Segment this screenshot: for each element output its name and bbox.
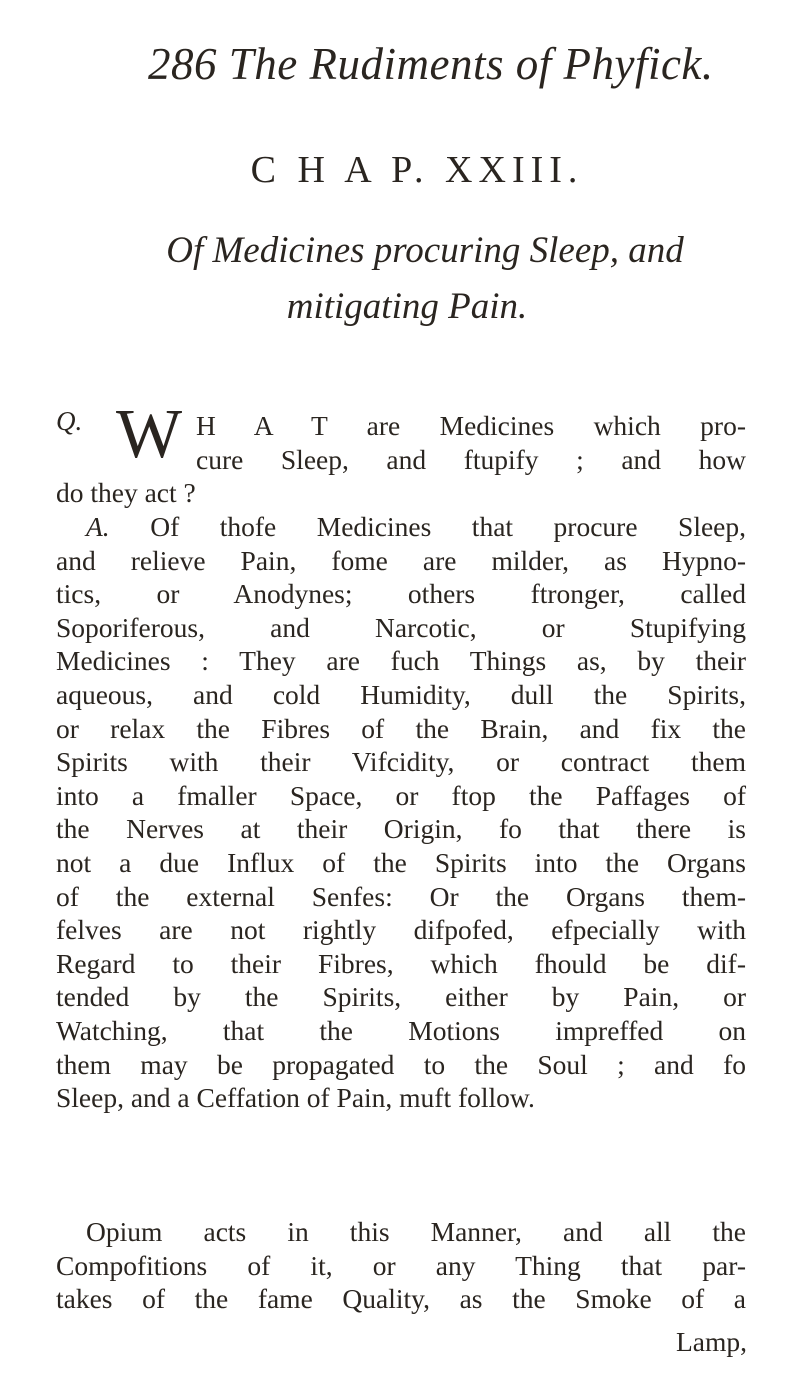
answer-line: the Nerves at their Origin, fo that there is [56,813,746,845]
answer-paragraph [56,510,746,1115]
running-head [148,38,714,90]
answer-line: Soporiferous, and Narcotic, or Stupifying [56,611,746,643]
answer-line: Medicines : They are fuch Things as, by their [56,645,746,677]
chapter-title-line-1: Of Medicines procuring Sleep, and [166,230,684,271]
answer-line: or relax the Fibres of the Brain, and fix the [56,712,746,744]
opium-line: takes of the fame Quality, as the Smoke of a [56,1283,746,1315]
chapter-heading: C H A P. XXIII. [250,149,584,191]
question-marker: Q. [56,406,83,436]
question-line: cure Sleep, and ftupify ; and how [196,443,746,475]
catchword: Lamp, [676,1326,748,1357]
answer-line: tics, or Anodynes; others ftronger, called [56,578,746,610]
answer-marker: A. [86,511,110,542]
question-line: do they act ? [56,477,196,508]
question-last-line [56,476,746,510]
answer-line: Regard to their Fibres, which fhould be dif- [56,947,746,979]
answer-line: Sleep, and a Ceffation of Pain, muft follow. [56,1082,535,1114]
answer-line: felves are not rightly difpofed, efpecially with [56,914,746,946]
answer-line: into a fmaller Space, or ftop the Paffages of [56,779,746,811]
answer-line: them may be propagated to the Soul ; and fo [56,1048,746,1080]
answer-line: not a due Influx of the Spirits into the Organs [56,846,746,878]
question-first-lines [196,409,746,476]
opium-line: Opium acts in this Manner, and all the [86,1216,746,1247]
page-number: 286 [148,39,217,89]
answer-line: Watching, that the Motions impreffed on [56,1014,746,1046]
answer-line: and relieve Pain, fome are milder, as Hypno- [56,544,746,576]
running-title: The Rudiments of Phyfick. [228,39,714,89]
answer-line: tended by the Spirits, either by Pain, or [56,981,746,1013]
opium-paragraph [56,1215,746,1316]
drop-cap: W [116,396,183,473]
answer-line: Spirits with their Vifcidity, or contract them [56,746,746,778]
chapter-title-line-2: mitigating Pain. [286,286,528,327]
answer-line: of the external Senfes: Or the Organs them- [56,880,746,912]
opium-line: Compofitions of it, or any Thing that par- [56,1249,746,1281]
answer-line: A. Of thofe Medicines that procure Sleep, [86,511,747,542]
question-line: H A T are Medicines which pro- [196,410,746,441]
answer-line: aqueous, and cold Humidity, dull the Spirits, [56,678,746,710]
